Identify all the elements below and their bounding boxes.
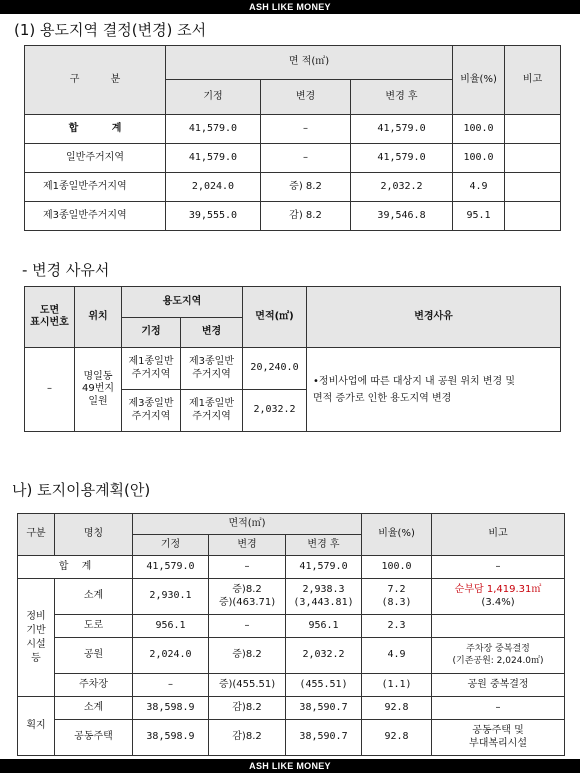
cell-ratio: 92.8 bbox=[362, 697, 432, 720]
table-row bbox=[25, 202, 561, 231]
header-note: 비고 bbox=[505, 46, 561, 115]
header-name: 명칭 bbox=[55, 514, 133, 556]
group-infrastructure: 정비 기반 시설 등 bbox=[18, 579, 55, 697]
cell-change: 제1종일반 주거지역 bbox=[181, 390, 243, 432]
net-burden-note: 순부담 1,419.31㎡ bbox=[454, 584, 542, 595]
cell-existing: 2,930.1 bbox=[133, 579, 209, 615]
cell-after: 41,579.0 bbox=[351, 144, 453, 173]
header-area: 면 적(㎡) bbox=[166, 46, 453, 80]
header-location: 위치 bbox=[75, 287, 122, 348]
cell-after: 38,590.7 bbox=[286, 720, 362, 756]
header-change: 변경 bbox=[261, 80, 351, 115]
row-name: 소계 bbox=[55, 697, 133, 720]
header-map-no: 도면 표시번호 bbox=[25, 287, 75, 348]
cell-change: 증)8.2 bbox=[209, 638, 286, 674]
header-area: 면적(㎡) bbox=[133, 514, 362, 535]
header-area: 면적(㎡) bbox=[243, 287, 307, 348]
cell-after: 41,579.0 bbox=[351, 115, 453, 144]
zoning-decision-table bbox=[24, 45, 561, 231]
row-name: 합 계 bbox=[25, 115, 166, 144]
cell-after: 2,032.2 bbox=[286, 638, 362, 674]
section1-title: (1) 용도지역 결정(변경) 조서 bbox=[14, 21, 207, 39]
cell-change: 증)8.2 증)(463.71) bbox=[209, 579, 286, 615]
table-row bbox=[18, 638, 565, 674]
land-use-plan-table bbox=[17, 513, 565, 756]
table-row bbox=[25, 144, 561, 173]
cell-ratio: 100.0 bbox=[453, 115, 505, 144]
table-row bbox=[18, 615, 565, 638]
net-burden-percent: (3.4%) bbox=[481, 596, 515, 608]
table-row bbox=[25, 173, 561, 202]
section3-title: 나) 토지이용계획(안) bbox=[12, 481, 151, 499]
cell-ratio: 100.0 bbox=[362, 556, 432, 579]
cell-existing: 39,555.0 bbox=[166, 202, 261, 231]
change-reason-table bbox=[24, 286, 561, 432]
cell-area: 20,240.0 bbox=[243, 348, 307, 390]
cell-change: – bbox=[261, 115, 351, 144]
cell-ratio: 2.3 bbox=[362, 615, 432, 638]
table-row bbox=[18, 720, 565, 756]
header-ratio: 비율(%) bbox=[362, 514, 432, 556]
row-total: 합 계 bbox=[18, 556, 133, 579]
cell-after: 38,590.7 bbox=[286, 697, 362, 720]
row-name: 공동주택 bbox=[55, 720, 133, 756]
cell-change: – bbox=[209, 615, 286, 638]
cell-existing: – bbox=[133, 674, 209, 697]
cell-note: 공원 중복결정 bbox=[432, 674, 565, 697]
cell-after: 41,579.0 bbox=[286, 556, 362, 579]
cell-note bbox=[505, 115, 561, 144]
cell-ratio: 4.9 bbox=[453, 173, 505, 202]
cell-note bbox=[505, 144, 561, 173]
cell-reason: •정비사업에 따른 대상지 내 공원 위치 변경 및 면적 증가로 인한 용도지역 변경 bbox=[307, 348, 561, 432]
cell-change: 증)(455.51) bbox=[209, 674, 286, 697]
cell-ratio: 100.0 bbox=[453, 144, 505, 173]
cell-note bbox=[432, 615, 565, 638]
cell-existing: 2,024.0 bbox=[166, 173, 261, 202]
table-row bbox=[18, 674, 565, 697]
cell-change: 감)8.2 bbox=[209, 697, 286, 720]
cell-change: – bbox=[261, 144, 351, 173]
cell-note bbox=[432, 579, 565, 615]
header-change: 변경 bbox=[181, 318, 243, 348]
cell-ratio: 7.2 (8.3) bbox=[362, 579, 432, 615]
cell-existing: 제1종일반 주거지역 bbox=[122, 348, 181, 390]
header-after: 변경 후 bbox=[351, 80, 453, 115]
cell-after: 2,032.2 bbox=[351, 173, 453, 202]
cell-note: 공동주택 및 부대복리시설 bbox=[432, 720, 565, 756]
cell-after: 2,938.3 (3,443.81) bbox=[286, 579, 362, 615]
table-row bbox=[25, 115, 561, 144]
header-change: 변경 bbox=[209, 535, 286, 556]
row-name: 공원 bbox=[55, 638, 133, 674]
cell-note: – bbox=[432, 697, 565, 720]
table-row bbox=[18, 556, 565, 579]
row-name: 도로 bbox=[55, 615, 133, 638]
cell-map-no: – bbox=[25, 348, 75, 432]
table-row bbox=[18, 697, 565, 720]
top-watermark-banner: ASH LIKE MONEY bbox=[0, 0, 580, 14]
cell-ratio: (1.1) bbox=[362, 674, 432, 697]
cell-change: 증) 8.2 bbox=[261, 173, 351, 202]
cell-existing: 41,579.0 bbox=[166, 144, 261, 173]
cell-area: 2,032.2 bbox=[243, 390, 307, 432]
cell-existing: 956.1 bbox=[133, 615, 209, 638]
cell-change: 제3종일반 주거지역 bbox=[181, 348, 243, 390]
group-lots: 획지 bbox=[18, 697, 55, 756]
cell-after: (455.51) bbox=[286, 674, 362, 697]
cell-existing: 제3종일반 주거지역 bbox=[122, 390, 181, 432]
header-note: 비고 bbox=[432, 514, 565, 556]
cell-after: 956.1 bbox=[286, 615, 362, 638]
table-row bbox=[25, 348, 561, 390]
cell-existing: 38,598.9 bbox=[133, 697, 209, 720]
row-name: 제3종일반주거지역 bbox=[25, 202, 166, 231]
cell-existing: 41,579.0 bbox=[166, 115, 261, 144]
section2-title: - 변경 사유서 bbox=[22, 261, 110, 279]
cell-ratio: 95.1 bbox=[453, 202, 505, 231]
header-gubun: 구분 bbox=[18, 514, 55, 556]
bottom-watermark-banner: ASH LIKE MONEY bbox=[0, 759, 580, 773]
header-gubun: 구 분 bbox=[25, 46, 166, 115]
table-row bbox=[18, 579, 565, 615]
cell-note bbox=[505, 202, 561, 231]
row-name: 일반주거지역 bbox=[25, 144, 166, 173]
cell-change: – bbox=[209, 556, 286, 579]
cell-note: – bbox=[432, 556, 565, 579]
cell-after: 39,546.8 bbox=[351, 202, 453, 231]
header-reason: 변경사유 bbox=[307, 287, 561, 348]
header-ratio: 비율(%) bbox=[453, 46, 505, 115]
row-name: 제1종일반주거지역 bbox=[25, 173, 166, 202]
cell-change: 감) 8.2 bbox=[261, 202, 351, 231]
cell-change: 감)8.2 bbox=[209, 720, 286, 756]
cell-existing: 41,579.0 bbox=[133, 556, 209, 579]
header-after: 변경 후 bbox=[286, 535, 362, 556]
header-existing: 기정 bbox=[133, 535, 209, 556]
row-name: 소계 bbox=[55, 579, 133, 615]
cell-note: 주차장 중복결정 (기존공원: 2,024.0㎡) bbox=[432, 638, 565, 674]
cell-existing: 38,598.9 bbox=[133, 720, 209, 756]
header-zone: 용도지역 bbox=[122, 287, 243, 318]
cell-ratio: 92.8 bbox=[362, 720, 432, 756]
cell-ratio: 4.9 bbox=[362, 638, 432, 674]
header-existing: 기정 bbox=[166, 80, 261, 115]
cell-existing: 2,024.0 bbox=[133, 638, 209, 674]
row-name: 주차장 bbox=[55, 674, 133, 697]
cell-note bbox=[505, 173, 561, 202]
cell-location: 명일동 49번지 일원 bbox=[75, 348, 122, 432]
header-existing: 기정 bbox=[122, 318, 181, 348]
